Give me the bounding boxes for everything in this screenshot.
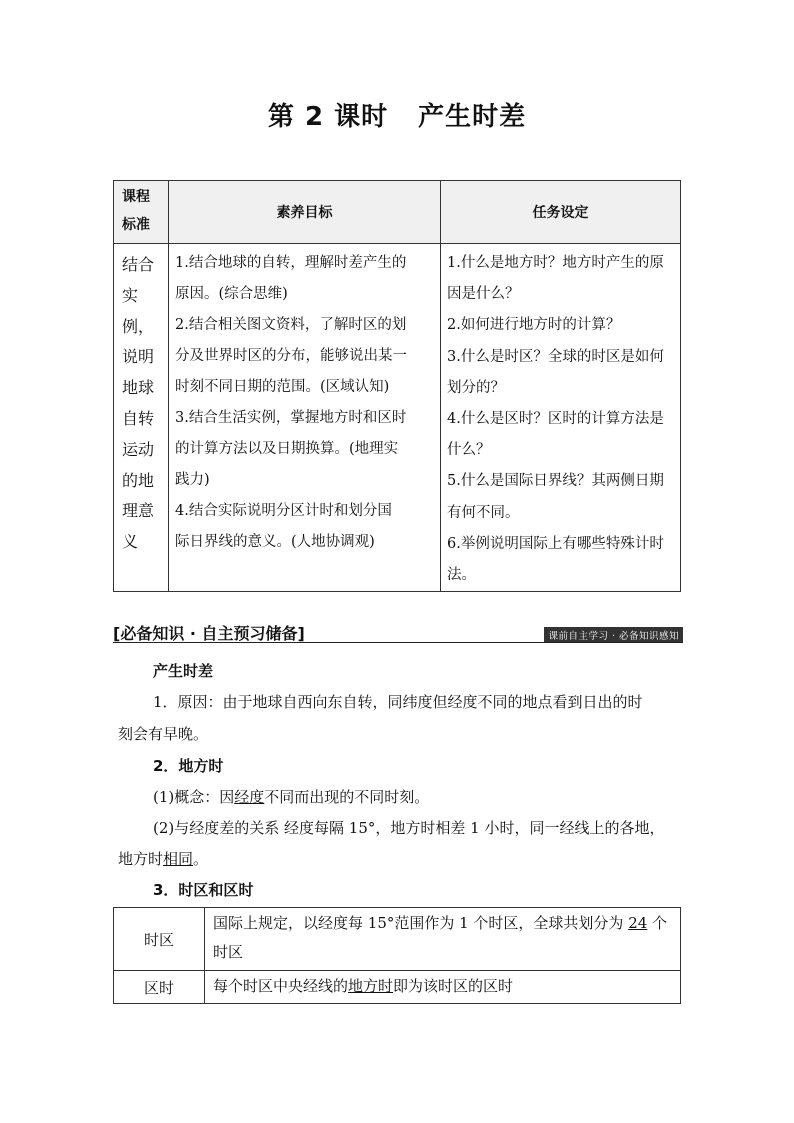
cause-line-2: 刻会有早晚。 — [118, 725, 209, 743]
lesson-number: 第 2 课时 — [267, 102, 389, 132]
cell-line: 5.什么是国际日界线？其两侧日期 — [447, 473, 664, 490]
relation-prefix: 地方时 — [118, 850, 164, 868]
concept-answer: 经度 — [234, 788, 265, 806]
header-task-setting: 任务设定 — [441, 181, 681, 244]
section-title: [必备知识 · 自主预习储备] — [113, 624, 305, 643]
cell-line: 结合 — [122, 255, 155, 274]
section-tag: 课前自主学习 · 必备知识感知 — [544, 627, 683, 643]
zone-row — [114, 908, 681, 971]
concept-suffix: 不同而出现的不同时刻。 — [264, 788, 430, 806]
zone-count-answer: 24 — [628, 914, 648, 932]
zone-key: 时区 — [114, 908, 205, 971]
header-course-standard-line: 标准 — [122, 217, 150, 233]
zone-value — [205, 908, 681, 971]
section-rule — [113, 642, 683, 643]
cell-line: 际日界线的意义。(人地协调观) — [175, 534, 375, 550]
relation-suffix: 。 — [193, 850, 209, 868]
cell-line: 原因。(综合思维) — [175, 286, 288, 302]
zone-time-suffix: 即为该时区的区时 — [393, 977, 514, 995]
cell-line: 时刻不同日期的范围。(区域认知) — [175, 379, 390, 395]
cell-line: 的计算方法以及日期换算。(地理实 — [175, 441, 399, 457]
zone-value-prefix: 国际上规定，以经度每 15°范围作为 1 个时区，全球共划分为 — [213, 914, 629, 932]
page-title — [0, 96, 794, 133]
cell-line: 践力) — [175, 472, 210, 488]
cell-line: 实 — [122, 285, 139, 305]
cell-line: 2.结合相关图文资料，了解时区的划 — [175, 317, 407, 333]
cell-line: 有何不同。 — [447, 504, 520, 521]
zone-value-line — [213, 909, 680, 938]
zone-value-line: 时区 — [213, 943, 244, 961]
zone-time-prefix: 每个时区中央经线的 — [213, 977, 349, 995]
zone-value-suffix: 个 — [647, 914, 668, 932]
cell-line: 2.如何进行地方时的计算？ — [447, 317, 621, 334]
header-course-standard-line: 课程 — [122, 189, 150, 205]
cell-line: 例， — [122, 316, 155, 336]
zone-time-row — [114, 971, 681, 1004]
cell-line: 自转 — [122, 408, 155, 428]
cell-line: 3.结合生活实例，掌握地方时和区时 — [175, 410, 407, 426]
cell-line: 义 — [122, 532, 139, 552]
course-standard-cell — [114, 244, 169, 592]
task-setting-cell — [441, 244, 681, 592]
cell-line: 的地 — [122, 470, 155, 490]
cell-line: 运动 — [122, 439, 155, 459]
cell-line: 分及世界时区的分布，能够说出某一 — [175, 348, 407, 364]
standards-body-row — [114, 244, 681, 592]
zone-heading: 3．时区和区时 — [153, 881, 254, 899]
cell-line: 说明 — [122, 347, 155, 367]
cell-line: 4.什么是区时？区时的计算方法是 — [447, 411, 664, 428]
standards-header-row — [114, 181, 681, 244]
lesson-topic: 产生时差 — [418, 102, 527, 132]
relation-answer: 相同 — [163, 850, 194, 868]
cell-line: 因是什么？ — [447, 286, 520, 303]
cell-line: 4.结合实际说明分区计时和划分国 — [175, 503, 392, 519]
relation-line-2 — [118, 848, 208, 869]
cell-line: 地球 — [122, 378, 155, 398]
cell-line: 法。 — [447, 567, 476, 584]
cell-line: 1.结合地球的自转，理解时差产生的 — [175, 255, 407, 271]
zone-table — [113, 907, 681, 1004]
cell-line: 划分的？ — [447, 379, 505, 396]
zone-time-value — [205, 971, 681, 1004]
relation-line-1: (2)与经度差的关系 经度每隔 15°，地方时相差 1 小时，同一经线上的各地， — [153, 819, 665, 837]
section-band — [113, 620, 683, 644]
zone-time-answer: 地方时 — [348, 977, 394, 995]
header-literacy-goals: 素养目标 — [169, 181, 441, 244]
cell-line: 1.什么是地方时？地方时产生的原 — [447, 255, 664, 271]
cell-line: 理意 — [122, 501, 155, 521]
cause-line-1: 1．原因：由于地球自西向东自转，同纬度但经度不同的地点看到日出的时 — [153, 693, 643, 711]
body-heading: 产生时差 — [153, 662, 214, 680]
local-time-heading: 2．地方时 — [153, 757, 224, 775]
cell-line: 什么？ — [447, 442, 491, 459]
zone-time-key: 区时 — [114, 971, 205, 1004]
header-course-standard — [114, 181, 169, 244]
concept-line — [153, 786, 429, 807]
concept-prefix: (1)概念：因 — [153, 788, 235, 806]
cell-line: 3.什么是时区？全球的时区是如何 — [447, 348, 664, 365]
standards-table — [113, 180, 681, 592]
literacy-goals-cell — [169, 244, 441, 592]
cell-line: 6.举例说明国际上有哪些特殊计时 — [447, 535, 664, 552]
